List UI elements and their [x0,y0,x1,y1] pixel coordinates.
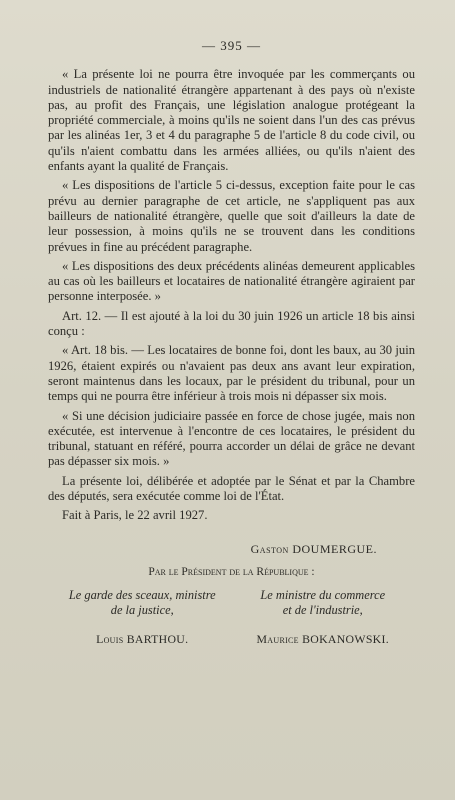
paragraph-3: « Les dispositions des deux précédents alinéas demeurent applicables au cas où les bailleurs et locataires de nationalité étrangère agiraient par personne interposée. » [48,258,415,304]
minister-title-line2: de la justice, [110,603,174,618]
page-number: — 395 — [202,38,261,53]
minister-signatures [48,588,415,647]
minister-name: Louis BARTHOU. [96,632,189,647]
minister-title-line2: et de l'industrie, [282,603,363,618]
paragraph-2: « Les dispositions de l'article 5 ci-dessus, exception faite pour le cas prévu au dernier paragraphe de cet article, ne s'appliquent pas aux bailleurs de nationalité étrangère, quelle que soit d'ailleurs la date de leur possession, à moins qu'ils ne se trouvent dans les conditions prévues in fine au précédent paragraphe. [48,178,415,254]
minister-title-line1: Le garde des sceaux, ministre [68,588,216,603]
paragraph-6: « Si une décision judiciaire passée en force de chose jugée, mais non exécutée, est intervenue à l'encontre de ces locataires, le président du tribunal, statuant en référé, pourra accorder un délai de grâce ne devant pas dépasser six mois. » [48,408,415,469]
enactment-clause: La présente loi, délibérée et adoptée par le Sénat et par la Chambre des députés, sera exécutée comme loi de l'État. [48,473,415,504]
by-president-line: Par le Président de la République : [148,565,315,578]
minister-justice [52,588,233,647]
article-12-heading: Art. 12. — Il est ajouté à la loi du 30 juin 1926 un article 18 bis ainsi conçu : [48,308,415,339]
minister-commerce [233,588,414,647]
date-line: Fait à Paris, le 22 avril 1927. [62,508,208,523]
minister-title-line1: Le ministre du commerce [260,588,386,603]
president-signature: Gaston DOUMERGUE. [250,541,377,556]
minister-name: Maurice BOKANOWSKI. [256,632,389,647]
article-18-bis: « Art. 18 bis. — Les locataires de bonne foi, dont les baux, au 30 juin 1926, étaient expirés ou n'avaient pas deux ans avant leur expiration, seront maintenus dans les locaux, par le président du tribunal, pour un temps qui ne pourra être inférieur à trois mois ni dépasser six mois. [48,343,415,404]
paragraph-1: « La présente loi ne pourra être invoquée par les commerçants ou industriels de nationalité étrangère appartenant à des pays où n'existe pas, au profit des Français, une législation analogue protégeant la propriété commerciale, à moins qu'ils ne soient dans l'un des cas prévus par les alinéas 1er, 3 et 4 du paragraphe 5 de l'article 8 du code civil, ou qu'ils n'aient combattu dans les armées alliées, ou qu'ils n'aient des enfants ayant la qualité de Français. [48,67,415,174]
